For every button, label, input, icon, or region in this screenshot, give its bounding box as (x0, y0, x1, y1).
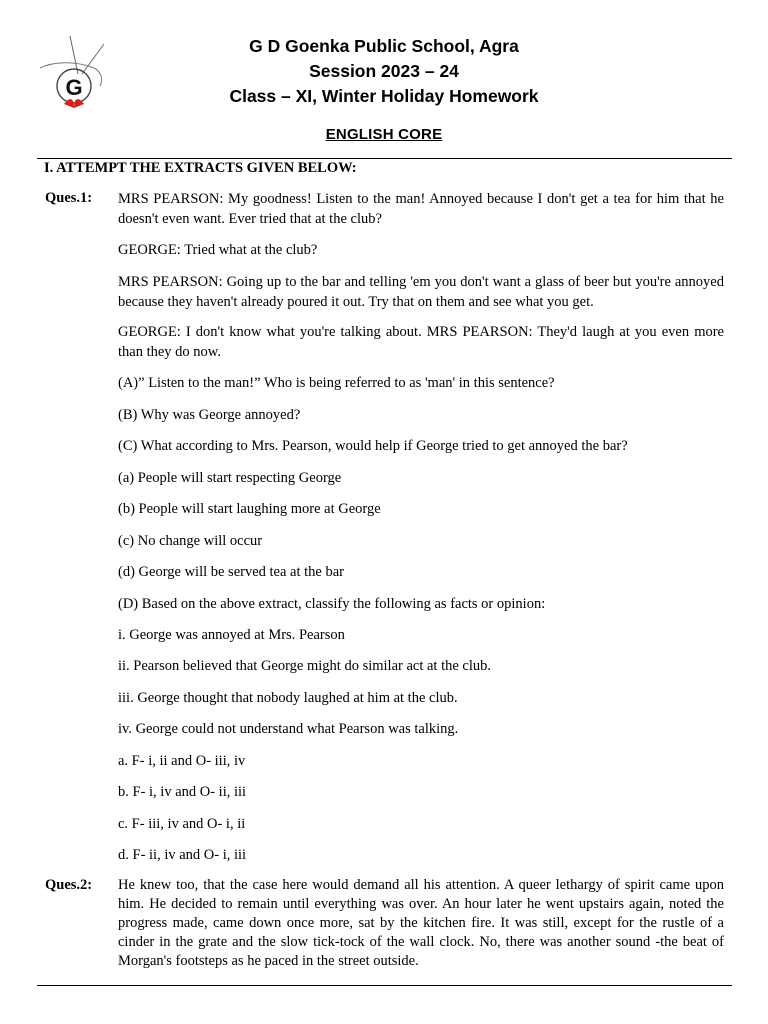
extract-paragraph: He knew too, that the case here would demand all his attention. A queer lethargy of spirit came upon him. He decided to remain until everything was over. An hour later he went upstairs again, noted the progress made, came down once more, sat by the kitchen fire. It was still, except for the rustle of a cinder in the grate and the slow tick-tock of the wall clock. No, there was another sound -the beat of Morgan's footsteps as he paced in the street outside. (118, 877, 724, 969)
bottom-divider (37, 985, 732, 986)
option-line: b. F- i, iv and O- ii, iii (118, 784, 247, 800)
option-line: (d) George will be served tea at the bar (118, 564, 344, 580)
statement-line: ii. Pearson believed that George might do similar act at the club. (118, 658, 492, 674)
top-divider (37, 158, 732, 159)
subject-title: ENGLISH CORE (325, 126, 443, 143)
option-line: c. F- iii, iv and O- i, ii (118, 816, 246, 832)
option-line: (a) People will start respecting George (118, 470, 342, 486)
question-line: (D) Based on the above extract, classify the following as facts or opinion: (118, 596, 546, 612)
school-name: G D Goenka Public School, Agra (249, 36, 519, 56)
extract-paragraph: MRS PEARSON: My goodness! Listen to the man! Annoyed because I don't get a tea for him that he doesn't even want. Ever tried that at the club? (118, 191, 724, 227)
question-line: (A)” Listen to the man!” Who is being referred to as 'man' in this sentence? (118, 375, 555, 391)
logo-letter: G (65, 75, 83, 100)
option-line: (b) People will start laughing more at George (118, 501, 381, 517)
option-line: (c) No change will occur (118, 533, 263, 549)
option-line: d. F- ii, iv and O- i, iii (118, 847, 247, 863)
extract-paragraph: MRS PEARSON: Going up to the bar and telling 'em you don't want a glass of beer but you're annoyed because they haven't already poured it out. Try that on them and see what you get. (118, 274, 724, 310)
question-line: (C) What according to Mrs. Pearson, would help if George tried to get annoyed the bar? (118, 438, 628, 454)
statement-line: i. George was annoyed at Mrs. Pearson (118, 627, 345, 643)
question-line: (B) Why was George annoyed? (118, 407, 301, 423)
document-header (0, 34, 768, 109)
extract-paragraph: GEORGE: I don't know what you're talking about. MRS PEARSON: They'd laugh at you even more than they do now. (118, 324, 724, 360)
statement-line: iv. George could not understand what Pearson was talking. (118, 721, 459, 737)
class-line: Class – XI, Winter Holiday Homework (229, 86, 539, 106)
session-line: Session 2023 – 24 (309, 61, 459, 81)
question-label: Ques.1: (45, 190, 93, 206)
question-label: Ques.2: (45, 877, 93, 893)
statement-line: iii. George thought that nobody laughed at him at the club. (118, 690, 458, 706)
option-line: a. F- i, ii and O- iii, iv (118, 753, 246, 769)
section-heading: I. ATTEMPT THE EXTRACTS GIVEN BELOW: (44, 160, 357, 176)
extract-paragraph: GEORGE: Tried what at the club? (118, 242, 318, 258)
